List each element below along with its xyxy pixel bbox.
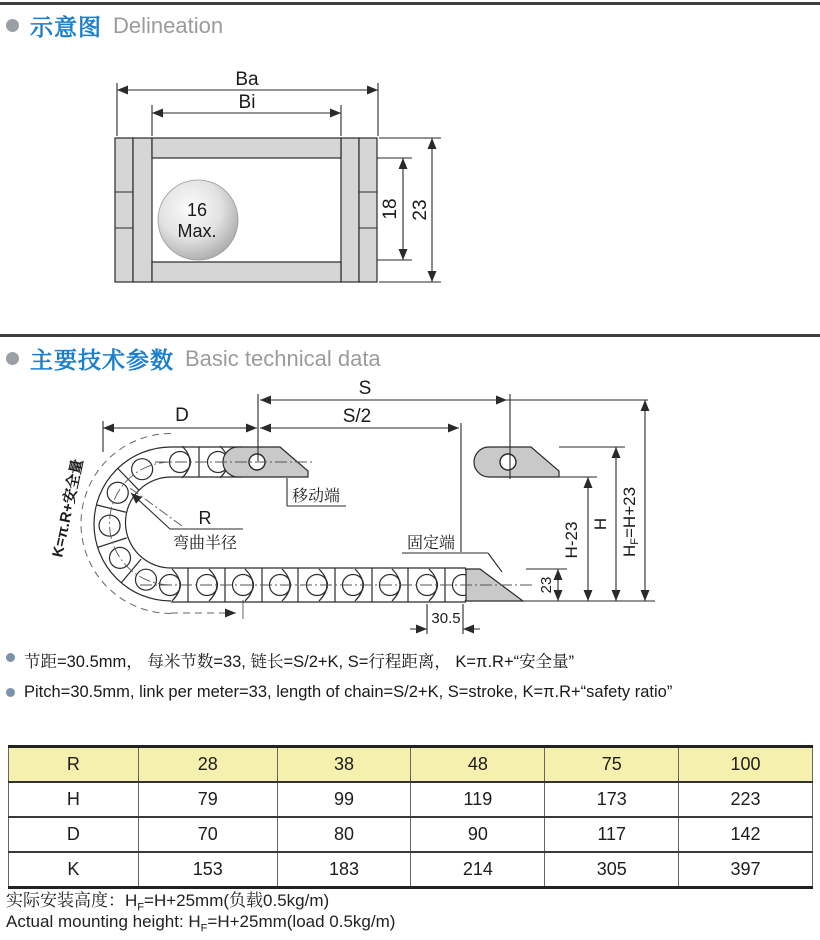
note-en <box>6 683 672 702</box>
table-cell: 119 <box>411 782 545 817</box>
ball-max-label: Max. <box>177 221 217 241</box>
table-cell: K <box>9 852 139 888</box>
table-cell: 173 <box>545 782 679 817</box>
cross-section-diagram <box>80 55 480 305</box>
table-cell: D <box>9 817 139 852</box>
table-cell: 100 <box>679 747 813 783</box>
top-rule <box>0 2 820 5</box>
section-bullet-icon <box>6 352 19 365</box>
table-header-row <box>9 747 813 783</box>
dim-label-h-23: H-23 <box>562 521 581 559</box>
cable-ball <box>158 180 238 260</box>
footer-en-post: =H+25mm(load 0.5kg/m) <box>207 912 396 931</box>
table-cell: R <box>9 747 139 783</box>
section-bullet-icon <box>6 19 19 32</box>
note-bullet-icon <box>6 653 15 662</box>
table-cell: 397 <box>679 852 813 888</box>
note-zh-text: 节距=30.5mm， 每米节数=33, 链长=S/2+K, S=行程距离， K=π.R+“安全量” <box>24 653 575 671</box>
dimension-lines <box>117 83 441 282</box>
ball-diameter-label: 16 <box>186 200 208 220</box>
dim-label-s2: S/2 <box>342 406 372 427</box>
footer-zh-post: =H+25mm(负载0.5kg/m) <box>144 891 330 910</box>
table-row <box>9 817 813 852</box>
footer-zh-sub: F <box>137 901 145 914</box>
footer-zh-pre: 实际安装高度：H <box>6 891 138 910</box>
section-title-en: Basic technical data <box>185 345 381 371</box>
dim-label-hf: HF=H+23 <box>620 486 641 558</box>
section-title-zh: 示意图 <box>30 14 102 40</box>
dim-label-bi: Bi <box>238 92 256 113</box>
frame-divider-lines <box>115 192 377 228</box>
dim-label-s: S <box>358 378 372 399</box>
chain-diagram <box>0 365 820 650</box>
detached-bracket-hole <box>500 454 516 470</box>
table-cell: 117 <box>545 817 679 852</box>
dim-label-d: D <box>175 405 189 426</box>
dim-label-pitch: 30.5 <box>431 610 461 627</box>
table-cell: 70 <box>138 817 277 852</box>
table-cell: 183 <box>277 852 411 888</box>
table-cell: 214 <box>411 852 545 888</box>
label-bend-radius: 弯曲半径 <box>172 535 238 552</box>
carrier-frame <box>115 138 377 282</box>
table-cell: 28 <box>138 747 277 783</box>
dim-label-r: R <box>198 508 212 528</box>
table-cell: 38 <box>277 747 411 783</box>
table-row <box>9 852 813 888</box>
parameter-table <box>8 745 813 889</box>
label-k-formula: K=π.R+安全量 <box>49 457 87 559</box>
footer-en <box>6 912 395 934</box>
section-title-en: Delineation <box>113 12 224 38</box>
table-cell: 223 <box>679 782 813 817</box>
section-title-zh: 主要技术参数 <box>30 347 174 373</box>
center-lines <box>110 462 534 585</box>
fixed-end-bracket <box>466 569 523 601</box>
note-bullet-icon <box>6 688 15 697</box>
section-rule <box>0 334 820 337</box>
dim-label-23: 23 <box>410 199 431 221</box>
table-cell: 99 <box>277 782 411 817</box>
dimension-lines <box>103 394 655 634</box>
table-cell: H <box>9 782 139 817</box>
table-row <box>9 782 813 817</box>
dim-label-h: H <box>591 517 610 531</box>
table-cell: 79 <box>138 782 277 817</box>
table-cell: 48 <box>411 747 545 783</box>
note-en-text: Pitch=30.5mm, link per meter=33, length of chain=S/2+K, S=stroke, K=π.R+“safety ratio” <box>24 683 673 701</box>
table-cell: 305 <box>545 852 679 888</box>
note-zh <box>6 648 574 672</box>
footer-zh <box>6 886 329 913</box>
table-cell: 75 <box>545 747 679 783</box>
footer-en-sub: F <box>200 922 208 935</box>
section-header-delineation <box>6 9 223 42</box>
label-moving-end: 移动端 <box>291 488 341 505</box>
label-fixed-end: 固定端 <box>406 535 456 552</box>
table-cell: 153 <box>138 852 277 888</box>
dim-label-18: 18 <box>380 198 401 220</box>
footer-en-pre: Actual mounting height: H <box>6 912 201 931</box>
dim-label-ba: Ba <box>235 69 259 90</box>
table-cell: 80 <box>277 817 411 852</box>
table-cell: 142 <box>679 817 813 852</box>
dim-label-23-small: 23 <box>538 576 555 594</box>
table-cell: 90 <box>411 817 545 852</box>
